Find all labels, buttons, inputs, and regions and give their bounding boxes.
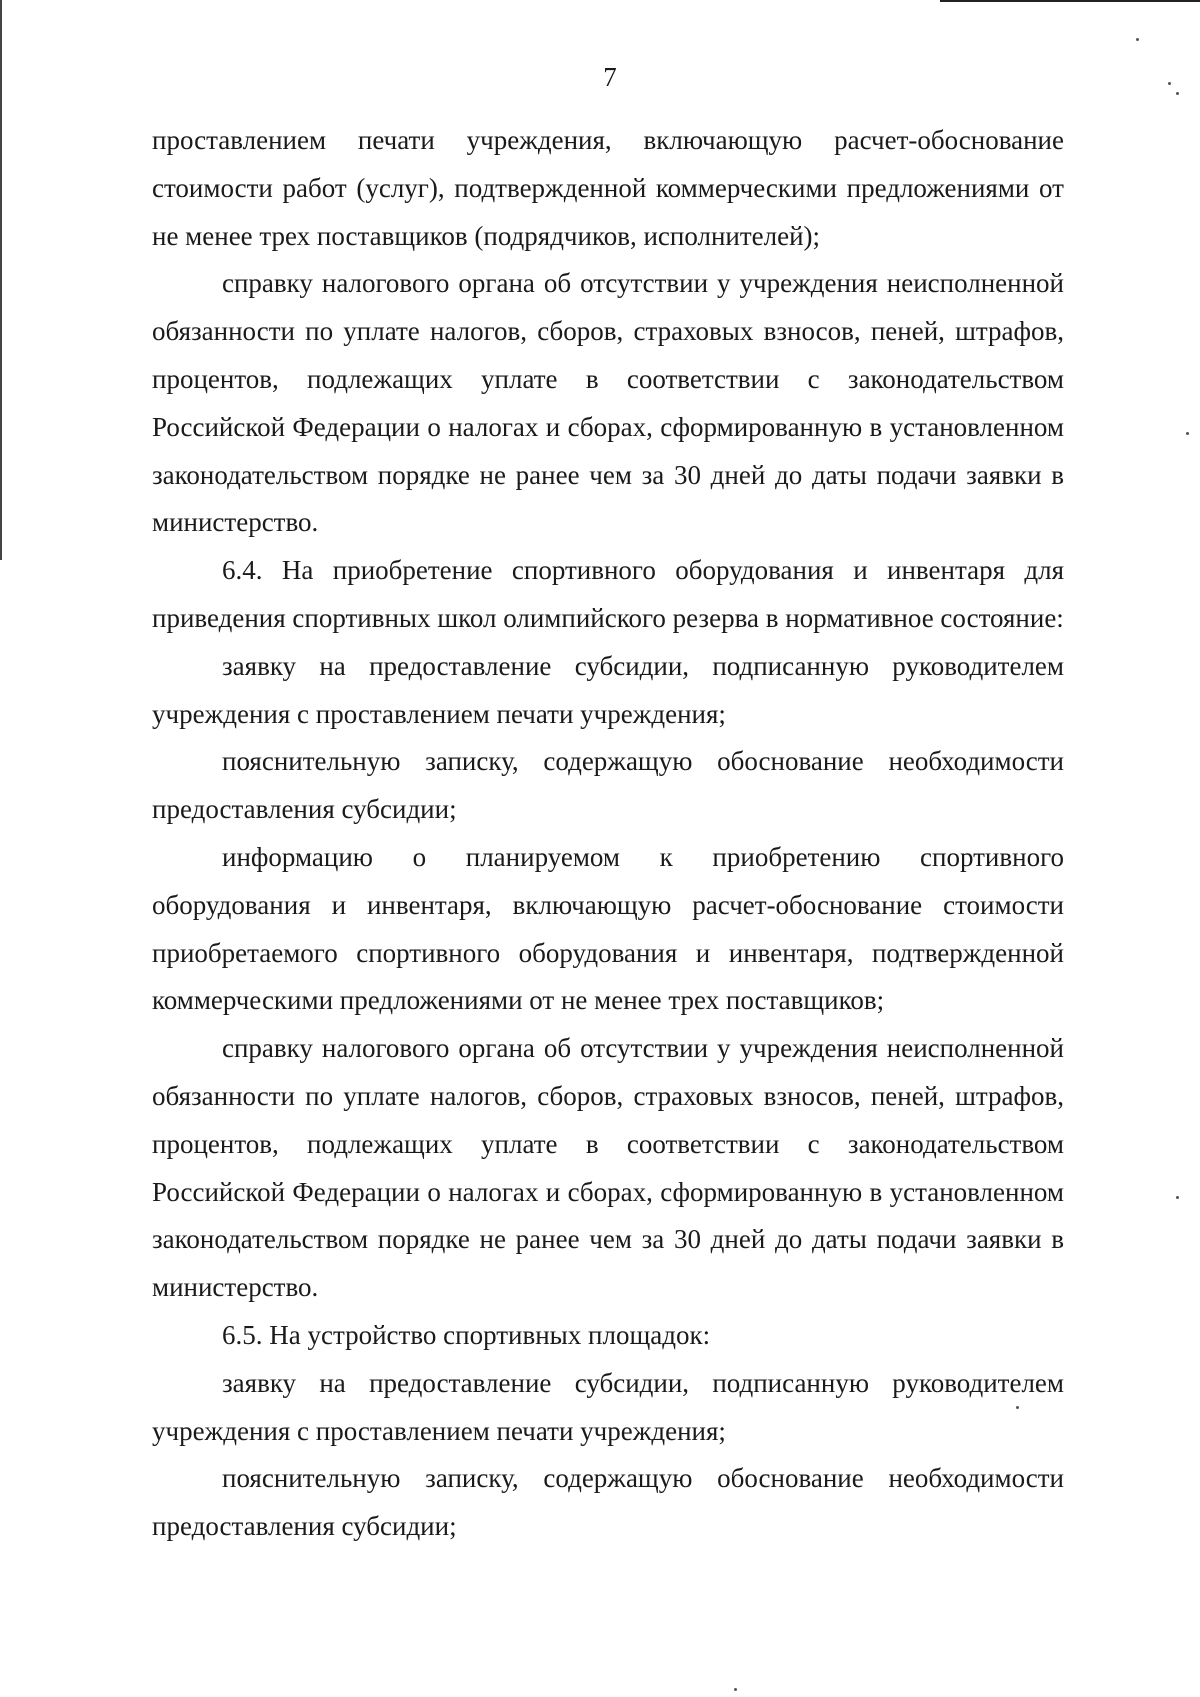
paragraph: заявку на предоставление субсидии, подписанную руководителем учреждения с проставлением печати учреждения; [152,1367,1064,1446]
paragraph: информацию о планируемом к приобретению спортивного оборудования и инвентаря, включающую расчет-обоснование стоимости приобретаемого спортивного оборудования и инвентаря, подтвержденной коммерческими предложениями от не менее трех поставщиков; [152,841,1064,1016]
paragraph: пояснительную записку, содержащую обоснование необходимости предоставления субсидии; [152,746,1064,825]
document-body [152,117,1064,1551]
scan-speck [1136,38,1139,41]
scan-edge-top [940,0,1200,2]
page-number: 7 [603,62,617,92]
section-paragraph: 6.4. На приобретение спортивного оборудования и инвентаря для приведения спортивных школ олимпийского резерва в нормативное состояние: [152,555,1064,633]
scan-speck [1176,1196,1179,1199]
section-paragraph: 6.5. На устройство спортивных площадок: [222,1319,711,1350]
paragraph: заявку на предоставление субсидии, подписанную руководителем учреждения с проставлением печати учреждения; [152,650,1064,729]
paragraph: справку налогового органа об отсутствии у учреждения неисполненной обязанности по уплате налогов, сборов, страховых взносов, пеней, штрафов, процентов, подлежащих уплате в соответствии с законодательством Российской Федерации о налогах и сборах, сформированную в установленном законодательством порядке не ранее чем за 30 дней до даты подачи заявки в министерство. [152,1033,1064,1303]
paragraph: проставлением печати учреждения, включающую расчет-обоснование стоимости работ (услуг), подтвержденной коммерческими предложениями от не менее трех поставщиков (подрядчиков, исполнителей); [152,125,1064,251]
paragraph: пояснительную записку, содержащую обоснование необходимости предоставления субсидии; [152,1463,1064,1542]
scan-speck [734,1688,737,1691]
scan-speck [1186,432,1189,435]
paragraph: справку налогового органа об отсутствии у учреждения неисполненной обязанности по уплате налогов, сборов, страховых взносов, пеней, штрафов, процентов, подлежащих уплате в соответствии с законодательством Российской Федерации о налогах и сборах, сформированную в установленном законодательством порядке не ранее чем за 30 дней до даты подачи заявки в министерство. [152,268,1064,538]
